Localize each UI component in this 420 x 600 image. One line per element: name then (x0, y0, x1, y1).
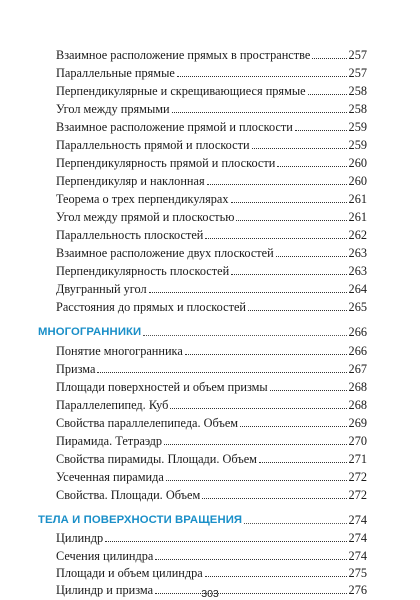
toc-entry-title: Угол между прямыми (56, 102, 170, 116)
toc-entry-title: Пирамида. Тетраэдр (56, 434, 162, 448)
toc-entry-title: Сечения цилиндра (56, 549, 154, 563)
toc-entry-page: 258 (348, 102, 367, 116)
dot-leader (164, 444, 347, 445)
toc-entry-page: 265 (348, 300, 367, 314)
dot-leader (295, 130, 347, 131)
toc-entry-page: 259 (348, 138, 367, 152)
toc-entry[interactable] (56, 466, 367, 484)
toc-entry-title: Теорема о трех перпендикулярах (56, 192, 229, 206)
toc-entry[interactable] (56, 296, 367, 314)
toc-entry-title: Перпендикуляр и наклонная (56, 174, 205, 188)
dot-leader (231, 202, 347, 203)
toc-entry[interactable] (56, 376, 367, 394)
toc-entry[interactable] (56, 188, 367, 206)
dot-leader (205, 238, 346, 239)
dot-leader (248, 310, 347, 311)
toc-entry-page: 274 (348, 549, 367, 563)
toc-entry-title: Цилиндр (56, 531, 104, 545)
toc-entry-title: Перпендикулярность прямой и плоскости (56, 156, 276, 170)
toc-entry[interactable] (56, 448, 367, 466)
toc-entry[interactable] (56, 278, 367, 296)
toc-entry-page: 271 (348, 452, 367, 466)
toc-entry[interactable] (56, 562, 367, 580)
toc-entry[interactable] (56, 134, 367, 152)
toc-entry-title: Свойства. Площади. Объем (56, 488, 201, 502)
toc-entry-title: Расстояния до прямых и плоскостей (56, 300, 246, 314)
dot-leader (259, 462, 347, 463)
toc-entry-title: Угол между прямой и плоскостью (56, 210, 235, 224)
dot-leader (312, 58, 346, 59)
toc-entry-title: Усеченная пирамида (56, 470, 164, 484)
toc-entry[interactable] (56, 340, 367, 358)
dot-leader (277, 166, 346, 167)
toc-entry[interactable] (56, 394, 367, 412)
toc-entry-page: 261 (348, 192, 367, 206)
toc-entry-page: 272 (348, 470, 367, 484)
toc-entry-title: Площади и объем цилиндра (56, 566, 203, 580)
toc-entry-page: 267 (348, 362, 367, 376)
dot-leader (308, 94, 347, 95)
dot-leader (270, 390, 347, 391)
dot-leader (97, 372, 346, 373)
toc-entry-title: Параллелепипед. Куб (56, 398, 169, 412)
toc-entry[interactable] (56, 527, 367, 545)
dot-leader (236, 220, 346, 221)
dot-leader (252, 148, 347, 149)
toc-entry-page: 257 (348, 48, 367, 62)
toc-entry-title: Свойства пирамиды. Площади. Объем (56, 452, 257, 466)
section-title: ТЕЛА И ПОВЕРХНОСТИ ВРАЩЕНИЯ (38, 514, 243, 526)
dot-leader (105, 541, 346, 542)
section-title: МНОГОГРАННИКИ (38, 326, 142, 338)
toc-entry-page: 276 (348, 583, 367, 597)
toc-entry-page: 270 (348, 434, 367, 448)
toc-section-heading[interactable] (38, 321, 367, 339)
dot-leader (202, 498, 346, 499)
toc-entry[interactable] (56, 358, 367, 376)
toc-entry[interactable] (56, 412, 367, 430)
toc-entry-title: Взаимное расположение двух плоскостей (56, 246, 274, 260)
toc-entry-title: Свойства параллелепипеда. Объем (56, 416, 239, 430)
toc-entry[interactable] (56, 484, 367, 502)
toc-entry-title: Параллельность плоскостей (56, 228, 204, 242)
dot-leader (166, 480, 347, 481)
toc-entry-page: 259 (348, 120, 367, 134)
dot-leader (149, 292, 347, 293)
toc-entry[interactable] (56, 242, 367, 260)
toc-entry[interactable] (56, 206, 367, 224)
toc-entry-title: Двугранный угол (56, 282, 147, 296)
toc-entry-title: Площади поверхностей и объем призмы (56, 380, 268, 394)
toc-entry-page: 268 (348, 398, 367, 412)
dot-leader (177, 76, 347, 77)
dot-leader (231, 274, 346, 275)
toc-section-heading[interactable] (38, 509, 367, 527)
toc-entry[interactable] (56, 430, 367, 448)
toc-entry[interactable] (56, 80, 367, 98)
toc-entry-page: 269 (348, 416, 367, 430)
toc-entry[interactable] (56, 152, 367, 170)
toc-entry-page: 263 (348, 246, 367, 260)
toc-entry-title: Понятие многогранника (56, 344, 183, 358)
toc-entry-page: 272 (348, 488, 367, 502)
toc-entry-page: 258 (348, 84, 367, 98)
toc-entry[interactable] (56, 224, 367, 242)
toc-entry-page: 268 (348, 380, 367, 394)
dot-leader (244, 523, 346, 524)
toc-entry[interactable] (56, 170, 367, 188)
dot-leader (207, 184, 347, 185)
toc-entry-title: Перпендикулярность плоскостей (56, 264, 230, 278)
toc-entry-page: 263 (348, 264, 367, 278)
section-page: 274 (348, 513, 367, 527)
dot-leader (170, 408, 346, 409)
toc-entry[interactable] (56, 44, 367, 62)
toc-entry[interactable] (56, 98, 367, 116)
toc-entry-title: Параллельные прямые (56, 66, 175, 80)
toc-entry[interactable] (56, 545, 367, 563)
dot-leader (155, 559, 346, 560)
dot-leader (240, 426, 346, 427)
dot-leader (172, 112, 347, 113)
toc-entry-page: 261 (348, 210, 367, 224)
page-number: 303 (201, 588, 219, 600)
dot-leader (185, 354, 347, 355)
dot-leader (276, 256, 347, 257)
toc-entry-page: 260 (348, 156, 367, 170)
toc-entry[interactable] (56, 116, 367, 134)
toc-entry-title: Перпендикулярные и скрещивающиеся прямые (56, 84, 306, 98)
toc-entry-page: 257 (348, 66, 367, 80)
toc-entry-title: Цилиндр и призма (56, 583, 154, 597)
toc-entry-page: 264 (348, 282, 367, 296)
toc-entry-page: 274 (348, 531, 367, 545)
toc-entry-title: Взаимное расположение прямых в пространстве (56, 48, 311, 62)
toc-entry-title: Параллельность прямой и плоскости (56, 138, 250, 152)
toc-entry[interactable] (56, 260, 367, 278)
dot-leader (143, 335, 346, 336)
toc-entry-page: 262 (348, 228, 367, 242)
toc-entry[interactable] (56, 62, 367, 80)
toc-entry-title: Взаимное расположение прямой и плоскости (56, 120, 293, 134)
dot-leader (205, 576, 347, 577)
toc-entry-page: 266 (348, 344, 367, 358)
section-page: 266 (348, 325, 367, 339)
toc-entry-page: 275 (348, 566, 367, 580)
toc-entry-title: Призма (56, 362, 96, 376)
toc-entry-page: 260 (348, 174, 367, 188)
